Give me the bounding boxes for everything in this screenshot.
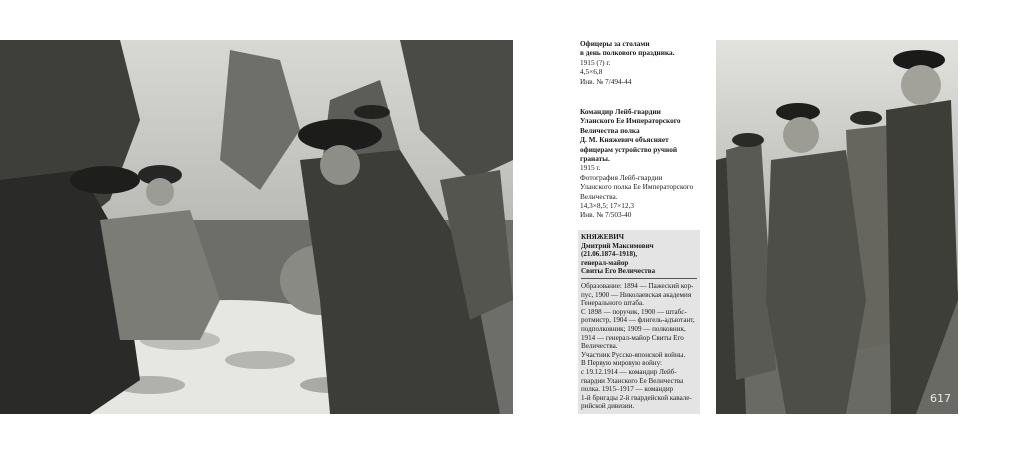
biography-text-line: 1-й бригады 2-й гвардейской кавале- [581, 393, 692, 402]
caption-detail-line: Уланского полка Ее Императорского [580, 182, 694, 192]
biography-surname: КНЯЖЕВИЧ [581, 233, 624, 241]
caption-detail-line: 1915 (?) г. [580, 57, 611, 67]
biography-text-line: пус, 1900 — Николаевская академия [581, 290, 692, 299]
caption-detail-line: Величества. [580, 191, 618, 201]
biography-text-line: Участник Русско-японской войны. [581, 350, 686, 359]
biography-text-line: полка. 1915–1917 — командир [581, 385, 674, 394]
biography-text-line: с 19.12.1914 — командир Лейб- [581, 367, 677, 376]
caption-title-line: Офицеры за столами [580, 39, 650, 48]
biography-text-line: Генерального штаба. [581, 299, 644, 308]
biography-text-line: Образование: 1894 — Пажеский кор- [581, 281, 694, 290]
caption-title-line: в день полкового праздника. [580, 48, 675, 58]
biography-name: Дмитрий Максимович [581, 241, 654, 250]
biography-dates: (21.06.1874–1918), [581, 250, 638, 259]
caption-title-line: Величества полка [580, 125, 640, 135]
biography-text-line: С 1898 — поручик, 1900 — штабс- [581, 307, 687, 316]
photo-commander-explains-grenade-image [716, 40, 958, 414]
biography-retinue: Свиты Его Величества [581, 267, 656, 276]
biography-text [581, 282, 697, 411]
caption-commander-grenade [580, 107, 705, 220]
caption-detail-line: 4,5×6,8 [580, 67, 603, 77]
caption-detail-line: 1915 г. [580, 163, 601, 173]
caption-detail-line: Инв. № 7/503-40 [580, 210, 632, 220]
biography-header [581, 233, 697, 276]
biography-text-line: подполковник; 1909 — полковник, [581, 324, 686, 333]
photo-inscription: 617 [930, 392, 951, 405]
caption-detail-line: Инв. № 7/494-44 [580, 76, 632, 86]
caption-title-line: Командир Лейб-гвардии [580, 107, 661, 116]
biography-text-line: Величества. [581, 342, 618, 351]
biography-divider [581, 278, 697, 279]
photo-commander-explains-grenade [716, 40, 958, 414]
photo-officers-at-tables-image [0, 40, 513, 414]
biography-text-line: рийской дивизии. [581, 402, 635, 411]
biography-rank: генерал-майор [581, 258, 629, 267]
biography-box [578, 230, 700, 414]
caption-title-line: Д. М. Княжевич объясняет [580, 135, 669, 145]
caption-title-line: Уланского Ее Императорского [580, 116, 681, 126]
biography-text-line: гвардии Уланского Ее Величества [581, 376, 684, 385]
photo-officers-at-tables [0, 40, 513, 414]
caption-title-line: офицерам устройство ручной [580, 144, 678, 154]
caption-detail-line: 14,3×8,5; 17×12,3 [580, 201, 635, 211]
caption-officers-at-tables [580, 39, 705, 86]
caption-title-line: гранаты. [580, 154, 610, 164]
caption-detail-line: Фотография Лейб-гвардии [580, 172, 663, 182]
biography-text-line: В Первую мировую войну: [581, 359, 663, 368]
biography-text-line: ротмистр, 1904 — флигель-адъютант, [581, 316, 695, 325]
biography-text-line: 1914 — генерал-майор Свиты Его [581, 333, 684, 342]
